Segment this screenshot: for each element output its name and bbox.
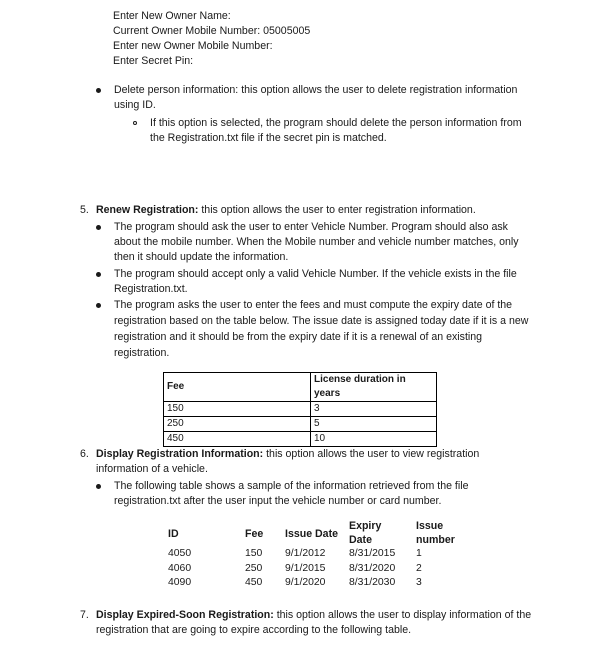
section6-heading [96, 447, 479, 462]
bullet-icon [96, 225, 101, 230]
new-mobile-prompt: Enter new Owner Mobile Number: [113, 40, 273, 52]
section5-bullet3-line: registration. [114, 347, 170, 359]
table-cell-fee: 150 [245, 548, 263, 559]
section7-number: 7. [80, 609, 89, 621]
section5-bullet1-line: The program should ask the user to enter Vehicle Number. Program should also ask [114, 221, 508, 233]
table-cell: 250 [164, 417, 311, 432]
col-header-id: ID [168, 528, 179, 540]
section6-intro: this option allows the user to view registration [263, 448, 480, 460]
delete-subitem-line: If this option is selected, the program should delete the person information from [150, 117, 522, 129]
table-cell-id: 4090 [168, 577, 192, 588]
section5-bullet1-line: about the mobile number. When the Mobile number and vehicle number matches, only [114, 236, 519, 248]
section7-title: Display Expired-Soon Registration: [96, 609, 274, 621]
section5-bullet2-line: The program should accept only a valid Vehicle Number. If the vehicle exists in the file [114, 268, 517, 280]
table-cell-issue-date: 9/1/2015 [285, 563, 326, 574]
col-header-expiry-date: Expiry [349, 520, 382, 532]
bullet-icon [96, 484, 101, 489]
col-header-issue-number: number [416, 534, 455, 546]
table-cell-issue-date: 9/1/2020 [285, 577, 326, 588]
col-header-issue-number: Issue [416, 520, 444, 532]
section5-heading [96, 203, 476, 218]
section6-intro-line2: information of a vehicle. [96, 463, 208, 475]
col-header-expiry-date: Date [349, 534, 372, 546]
col-header-fee: Fee [245, 528, 264, 540]
delete-item-line: using ID. [114, 99, 156, 111]
table-cell-number: 1 [416, 548, 422, 559]
section5-bullet3-line: registration based on the table below. The issue date is assigned today date if it is a new [114, 315, 529, 327]
table-cell-fee: 250 [245, 563, 263, 574]
table-row [164, 432, 437, 447]
current-mobile-prompt: Current Owner Mobile Number: 05005005 [113, 25, 311, 37]
bullet-icon [96, 88, 101, 93]
secret-pin-prompt: Enter Secret Pin: [113, 55, 194, 67]
bullet-icon [96, 272, 101, 277]
section6-number: 6. [80, 448, 89, 460]
table-header-row [164, 373, 437, 402]
table-row [164, 417, 437, 432]
table-cell-expiry: 8/31/2015 [349, 548, 396, 559]
table-cell-issue-date: 9/1/2012 [285, 548, 326, 559]
section6-bullet1-line: registration.txt after the user input the vehicle number or card number. [114, 495, 442, 507]
table-cell-id: 4060 [168, 563, 192, 574]
delete-item-line: Delete person information: this option allows the user to delete registration information [114, 84, 518, 96]
section5-bullet3-line: registration and it should be from the expiry date if it is a renewal of an existing [114, 331, 483, 343]
table-cell: 5 [311, 417, 437, 432]
section5-bullet3-line: The program asks the user to enter the fees and must compute the expiry date of the [114, 299, 513, 311]
section5-number: 5. [80, 204, 89, 216]
section5-bullet1-line: then it should update the information. [114, 251, 289, 263]
table-cell: 450 [164, 432, 311, 447]
sub-bullet-icon [133, 121, 137, 125]
section7-line2: registration that are going to expire according to the following table. [96, 624, 412, 636]
table-cell: 3 [311, 402, 437, 417]
table-cell-id: 4050 [168, 548, 192, 559]
section6-title: Display Registration Information: [96, 448, 264, 460]
table-header-cell: Fee [164, 373, 311, 402]
table-cell-expiry: 8/31/2030 [349, 577, 396, 588]
table-cell-fee: 450 [245, 577, 263, 588]
table-cell: 150 [164, 402, 311, 417]
section7-intro: this option allows the user to display information of the [273, 609, 532, 621]
section7-heading [96, 608, 531, 623]
section5-title: Renew Registration: [96, 204, 199, 216]
section5-bullet2-line: Registration.txt. [114, 283, 188, 295]
table-cell: 10 [311, 432, 437, 447]
fee-duration-table [163, 372, 437, 447]
table-row [164, 402, 437, 417]
table-cell-number: 2 [416, 563, 422, 574]
table-header-cell: License duration in years [311, 373, 437, 402]
bullet-icon [96, 303, 101, 308]
col-header-issue-date: Issue Date [285, 528, 338, 540]
table-cell-expiry: 8/31/2020 [349, 563, 396, 574]
owner-name-prompt: Enter New Owner Name: [113, 10, 231, 22]
section6-bullet1-line: The following table shows a sample of the information retrieved from the file [114, 480, 469, 492]
delete-subitem-line: the Registration.txt file if the secret pin is matched. [150, 132, 387, 144]
table-cell-number: 3 [416, 577, 422, 588]
section5-intro: this option allows the user to enter registration information. [198, 204, 476, 216]
